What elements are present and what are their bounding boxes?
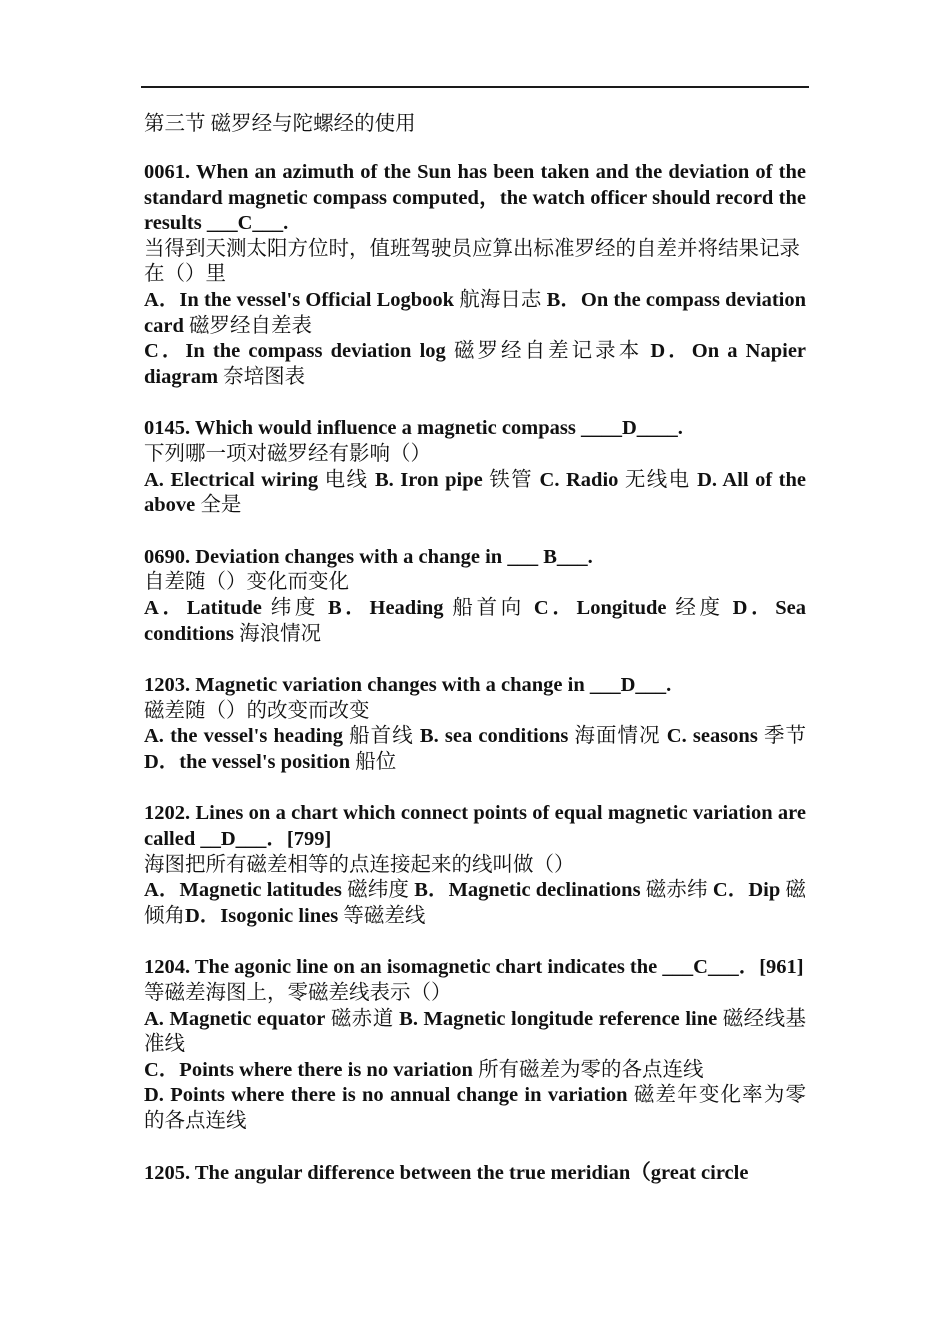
option-c-translation: 磁罗经自差记录本 xyxy=(445,340,651,363)
question-0145 xyxy=(144,416,806,518)
question-translation: 下列哪一项对磁罗经有影响（） xyxy=(144,442,431,465)
option-d-translation: 奈培图表 xyxy=(218,365,306,388)
question-options-2 xyxy=(144,339,806,390)
option-b: B．On the compass deviation card xyxy=(144,288,807,337)
option-a-translation: 纬度 xyxy=(261,596,328,619)
option-d: D. All of the above xyxy=(144,468,807,517)
header-rule xyxy=(141,86,809,88)
question-options-3 xyxy=(144,1083,806,1134)
question-1204 xyxy=(144,955,806,1134)
option-a-translation: 电线 xyxy=(318,468,375,491)
option-b: B. Iron pipe xyxy=(374,468,483,491)
option-a: A．In the vessel's Official Logbook xyxy=(144,288,455,311)
question-stem: 0690. Deviation changes with a change in ___ B___. xyxy=(144,545,593,568)
question-1205 xyxy=(144,1161,806,1187)
question-translation: 等磁差海图上，零磁差线表示（） xyxy=(144,982,452,1005)
option-c: C．Longitude xyxy=(533,596,667,619)
question-translation: 自差随（）变化而变化 xyxy=(144,571,349,594)
option-d-translation: 磁差年变化率为零的各点连线 xyxy=(144,1084,806,1132)
option-c: C．Dip xyxy=(712,879,781,902)
option-b: B．Heading xyxy=(327,596,444,619)
option-d: D．Sea conditions xyxy=(144,596,807,645)
question-0061 xyxy=(144,160,806,390)
option-d-translation: 海浪情况 xyxy=(234,622,322,645)
option-c-translation: 经度 xyxy=(666,596,733,619)
option-c-translation: 季节 xyxy=(757,725,806,748)
question-stem: 0145. Which would influence a magnetic compass ____D____. xyxy=(144,417,683,440)
option-d-translation: 等磁差线 xyxy=(338,904,426,927)
option-b-translation: 磁赤纬 xyxy=(640,879,713,902)
question-options-1 xyxy=(144,1007,806,1058)
question-options xyxy=(144,468,806,519)
question-translation: 海图把所有磁差相等的点连接起来的线叫做（） xyxy=(144,853,575,876)
question-stem: 0061. When an azimuth of the Sun has been taken and the deviation of the standard magnetic compass computed，the watch officer should record the results ___C___. xyxy=(144,161,806,235)
question-translation: 磁差随（）的改变而改变 xyxy=(144,699,370,722)
option-c-translation: 无线电 xyxy=(618,468,698,491)
option-b-translation: 铁管 xyxy=(482,468,540,491)
option-a-translation: 磁纬度 xyxy=(341,879,415,902)
question-stem: 1205. The angular difference between the true meridian（great circle xyxy=(144,1161,749,1184)
option-c: C. seasons xyxy=(666,725,758,748)
option-b-translation: 船首向 xyxy=(443,596,534,619)
section-title: 第三节 磁罗经与陀螺经的使用 xyxy=(144,113,416,135)
option-c: C．Points where there is no variation xyxy=(144,1058,473,1081)
question-0690 xyxy=(144,545,806,647)
question-stem: 1202. Lines on a chart which connect points of equal magnetic variation are called __D___．[799] xyxy=(144,802,806,851)
option-d: D．the vessel's position xyxy=(144,750,351,773)
question-options xyxy=(144,878,806,929)
option-d: D．Isogonic lines xyxy=(185,904,339,927)
question-stem: 1203. Magnetic variation changes with a change in ___D___. xyxy=(144,674,672,697)
option-a: A. the vessel's heading xyxy=(144,725,343,748)
option-c-translation: 磁倾角 xyxy=(144,879,807,927)
option-b-translation: 海面情况 xyxy=(568,725,667,748)
option-d-translation: 船位 xyxy=(350,750,397,773)
question-options xyxy=(144,596,806,647)
question-options xyxy=(144,724,806,775)
option-a: A. Magnetic equator xyxy=(144,1007,326,1030)
option-a: A．Magnetic latitudes xyxy=(144,879,342,902)
option-b: B．Magnetic declinations xyxy=(414,879,641,902)
option-c: C．In the compass deviation log xyxy=(144,340,446,363)
option-a-translation: 船首线 xyxy=(343,725,420,748)
option-a-translation: 航海日志 xyxy=(454,288,547,311)
option-b-translation: 磁经线基准线 xyxy=(144,1007,807,1056)
option-a: A．Latitude xyxy=(144,596,262,619)
option-d: D. Points where there is no annual change in variation xyxy=(144,1084,628,1107)
option-a-translation: 磁赤道 xyxy=(325,1007,400,1030)
option-b: B. Magnetic longitude reference line xyxy=(399,1007,718,1030)
question-1203 xyxy=(144,673,806,775)
question-translation: 当得到天测太阳方位时，值班驾驶员应算出标准罗经的自差并将结果记录在（）里 xyxy=(144,237,800,286)
document-body xyxy=(144,108,806,1186)
option-b: B. sea conditions xyxy=(419,725,569,748)
question-1202 xyxy=(144,801,806,929)
option-d-translation: 全是 xyxy=(195,494,242,517)
option-d: D．On a Napier diagram xyxy=(144,340,807,388)
option-b-translation: 磁罗经自差表 xyxy=(183,314,312,337)
option-c: C. Radio xyxy=(539,468,619,491)
option-c-translation: 所有磁差为零的各点连线 xyxy=(472,1058,704,1081)
question-options-2 xyxy=(144,1058,806,1084)
question-stem: 1204. The agonic line on an isomagnetic chart indicates the ___C___．[961] xyxy=(144,956,804,979)
question-options-1 xyxy=(144,288,806,339)
option-a: A. Electrical wiring xyxy=(144,468,319,491)
